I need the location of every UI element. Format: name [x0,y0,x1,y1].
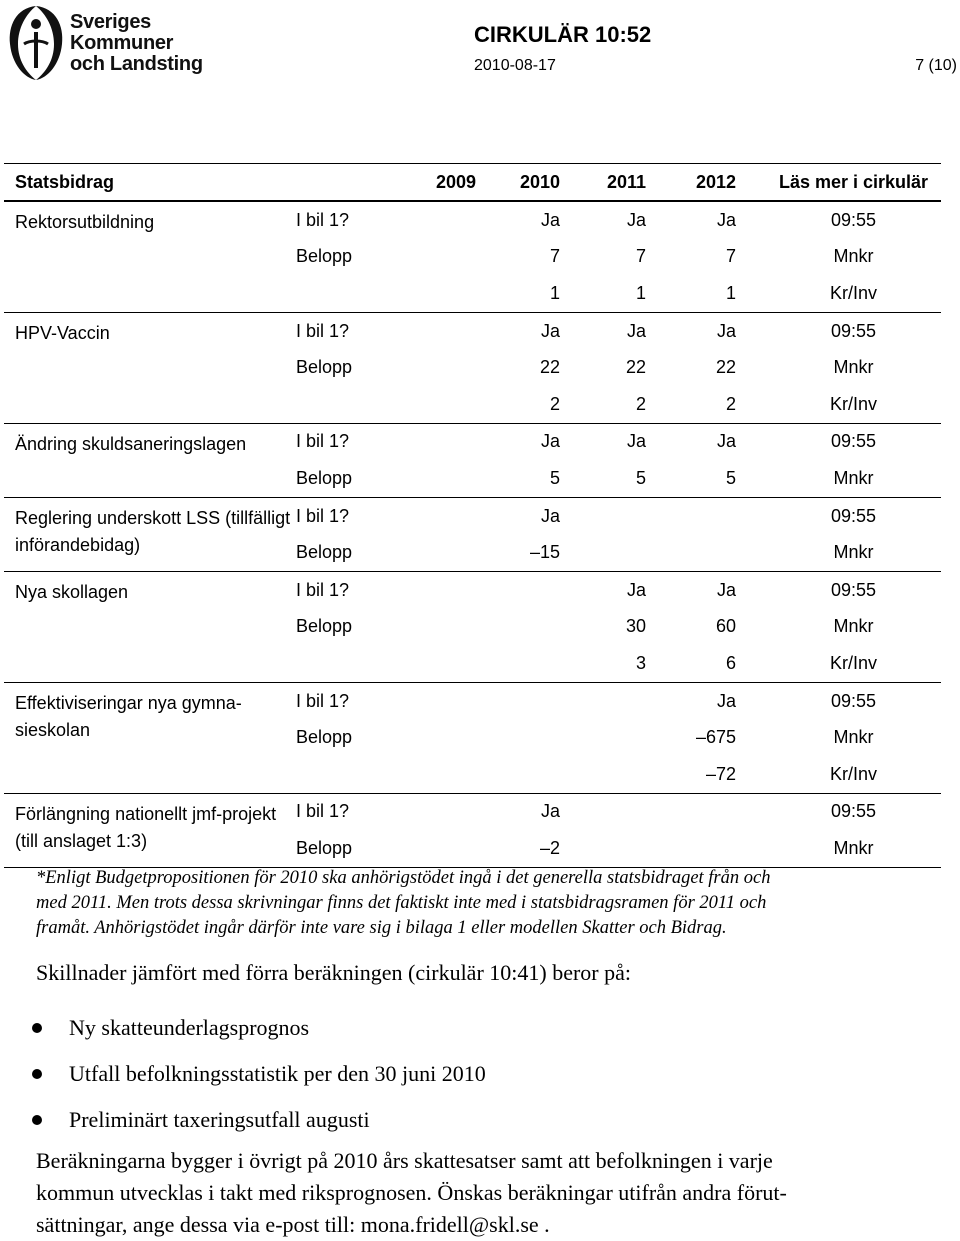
value-2011: 5 [635,467,646,488]
value-2012: 2 [725,393,736,414]
list-item-text: Preliminärt taxeringsutfall augusti [69,1107,370,1132]
value-2009 [386,239,476,276]
statsbidrag-name: HPV-Vaccin [15,322,110,343]
value-2011 [560,830,646,867]
statsbidrag-name: Förlängning nationellt jmf-projekt (till anslaget 1:3) [15,803,277,851]
col-header-cirkular: Läs mer i cirkulär [778,171,929,192]
value-2009 [386,312,476,349]
value-2011: Ja [626,209,646,230]
value-2010: 22 [539,357,560,378]
value-2009 [386,386,476,423]
value-2012: Ja [716,579,736,600]
value-2010: Ja [540,801,560,822]
cirkular-ref: Kr/Inv [829,763,877,784]
value-2009 [386,793,476,830]
value-2012 [646,830,736,867]
paragraph-line: kommun utvecklas i takt med riksprognosen. Önskas beräkningar utifrån andra förut- [36,1180,787,1205]
row-label: I bil 1? [296,579,350,600]
value-2009 [386,201,476,239]
statsbidrag-name: Reglering underskott LSS (tillfälligt införandebidag) [15,507,291,555]
skl-logo [6,4,206,84]
value-2010: Ja [540,505,560,526]
list-item [28,1005,486,1051]
table-group [4,571,941,682]
value-2009 [386,609,476,646]
list-item-text: Ny skatteunderlagsprognos [69,1015,310,1040]
cirkular-ref: 09:55 [830,431,877,452]
row-label [296,756,386,793]
value-2010: 2 [549,393,560,414]
row-label: Belopp [296,837,353,858]
col-header-label [296,164,386,202]
row-label: Belopp [296,542,353,563]
value-2009 [386,534,476,571]
row-label: Belopp [296,357,353,378]
circular-title: CIRKULÄR 10:52 [474,22,652,47]
cirkular-ref: 09:55 [830,209,877,230]
row-label: I bil 1? [296,801,350,822]
statsbidrag-name: Ändring skuldsaneringslagen [15,433,247,454]
value-2010: Ja [540,431,560,452]
cirkular-ref: Mnkr [833,542,874,563]
value-2012: 6 [725,652,736,673]
value-2009 [386,756,476,793]
row-label: I bil 1? [296,431,350,452]
value-2011: Ja [626,579,646,600]
value-2011: Ja [626,431,646,452]
paragraph-line: sättningar, ange dessa via e-post till: mona.fridell@skl.se . [36,1212,550,1237]
col-header-2010: 2010 [519,171,560,192]
value-2012: Ja [716,431,736,452]
value-2010: 1 [549,282,560,303]
table-row [4,201,941,239]
value-2011 [560,793,646,830]
cirkular-ref: 09:55 [830,690,877,711]
value-2012: 7 [725,246,736,267]
page-number: 7 (10) [915,57,957,74]
closing-paragraph [36,1145,936,1241]
value-2011 [560,534,646,571]
cirkular-ref: Mnkr [833,727,874,748]
value-2012: 1 [725,282,736,303]
value-2010 [476,719,560,756]
value-2009 [386,423,476,460]
value-2009 [386,645,476,682]
row-label: Belopp [296,246,353,267]
value-2009 [386,275,476,312]
value-2011 [560,719,646,756]
value-2009 [386,571,476,608]
value-2010 [476,571,560,608]
logo-wordmark [70,12,203,75]
value-2009 [386,830,476,867]
cirkular-ref: Kr/Inv [829,393,877,414]
cirkular-ref: Mnkr [833,357,874,378]
row-label [296,645,386,682]
footnote-line: *Enligt Budgetpropositionen för 2010 ska anhörigstödet ingå i det generella statsbidraget från och [36,868,771,888]
logo-line-1: Sveriges [70,11,151,33]
table-row [4,682,941,719]
footnote-line: framåt. Anhörigstödet ingår därför inte vare sig i bilaga 1 eller modellen Skatter och Bidrag. [36,918,727,938]
value-2010: Ja [540,320,560,341]
value-2012: Ja [716,690,736,711]
table-group [4,793,941,867]
value-2011: 3 [635,652,646,673]
value-2012 [646,534,736,571]
cirkular-ref: Mnkr [833,837,874,858]
value-2010: 7 [549,246,560,267]
value-2010: –15 [529,542,560,563]
value-2010: 5 [549,467,560,488]
cirkular-ref: Kr/Inv [829,282,877,303]
statsbidrag-name: Rektorsutbildning [15,212,155,232]
cirkular-ref: 09:55 [830,505,877,526]
table-group [4,201,941,312]
value-2011: Ja [626,320,646,341]
table-row [4,793,941,830]
table-group [4,312,941,423]
bullet-icon [32,1023,42,1033]
skl-emblem-icon [6,4,66,82]
value-2012: 5 [725,467,736,488]
row-label: I bil 1? [296,690,350,711]
value-2012: –675 [695,727,736,748]
statsbidrag-name: Effektiviseringar nya gymna-sieskolan [15,692,242,740]
value-2010 [476,645,560,682]
cirkular-ref: Mnkr [833,467,874,488]
row-label: I bil 1? [296,505,350,526]
col-header-2011: 2011 [606,171,646,192]
footnote-line: med 2011. Men trots dessa skrivningar finns det faktiskt inte med i statsbidragsramen för 2011 och [36,893,767,913]
row-label: I bil 1? [296,320,350,341]
row-label: Belopp [296,616,353,637]
value-2009 [386,349,476,386]
logo-line-3: och Landsting [70,53,203,75]
value-2011 [560,497,646,534]
value-2009 [386,719,476,756]
statsbidrag-table [4,163,941,868]
bullet-icon [32,1115,42,1125]
value-2011: 2 [635,393,646,414]
row-label: Belopp [296,727,353,748]
table-row [4,497,941,534]
logo-line-2: Kommuner [70,32,174,54]
value-2011 [560,682,646,719]
value-2009 [386,460,476,497]
table-row [4,312,941,349]
list-item-text: Utfall befolkningsstatistik per den 30 juni 2010 [69,1061,486,1086]
value-2012 [646,497,736,534]
row-label: Belopp [296,467,353,488]
value-2012: 22 [715,357,736,378]
circular-date: 2010-08-17 [474,57,556,74]
table-header-row [4,164,941,202]
footnote [36,866,936,941]
value-2010: Ja [540,209,560,230]
table-group [4,423,941,497]
value-2012: Ja [716,320,736,341]
table-group [4,682,941,793]
value-2012 [646,793,736,830]
value-2012: 60 [715,616,736,637]
value-2012: Ja [716,209,736,230]
col-header-2012: 2012 [695,171,736,192]
value-2010 [476,609,560,646]
paragraph-line: Beräkningarna bygger i övrigt på 2010 års skattesatser samt att befolkningen i varje [36,1148,773,1173]
differences-list [28,1005,486,1143]
value-2009 [386,497,476,534]
value-2011: 1 [635,282,646,303]
cirkular-ref: Mnkr [833,246,874,267]
list-item [28,1097,486,1143]
cirkular-ref: Mnkr [833,616,874,637]
table-row [4,571,941,608]
value-2012: –72 [705,763,736,784]
list-item [28,1051,486,1097]
col-header-2009: 2009 [435,171,476,192]
cirkular-ref: Kr/Inv [829,652,877,673]
value-2011: 30 [625,616,646,637]
differences-intro: Skillnader jämfört med förra beräkningen (cirkulär 10:41) beror på: [36,960,631,985]
value-2010: –2 [539,837,560,858]
bullet-icon [32,1069,42,1079]
row-label [296,275,386,312]
cirkular-ref: 09:55 [830,320,877,341]
cirkular-ref: 09:55 [830,801,877,822]
value-2010 [476,756,560,793]
row-label [296,386,386,423]
value-2011 [560,756,646,793]
value-2011: 22 [625,357,646,378]
value-2010 [476,682,560,719]
statsbidrag-name: Nya skollagen [15,581,129,602]
value-2011: 7 [635,246,646,267]
row-label: I bil 1? [296,209,350,230]
col-header-statsbidrag: Statsbidrag [15,171,115,192]
value-2009 [386,682,476,719]
cirkular-ref: 09:55 [830,579,877,600]
table-row [4,423,941,460]
table-group [4,497,941,571]
